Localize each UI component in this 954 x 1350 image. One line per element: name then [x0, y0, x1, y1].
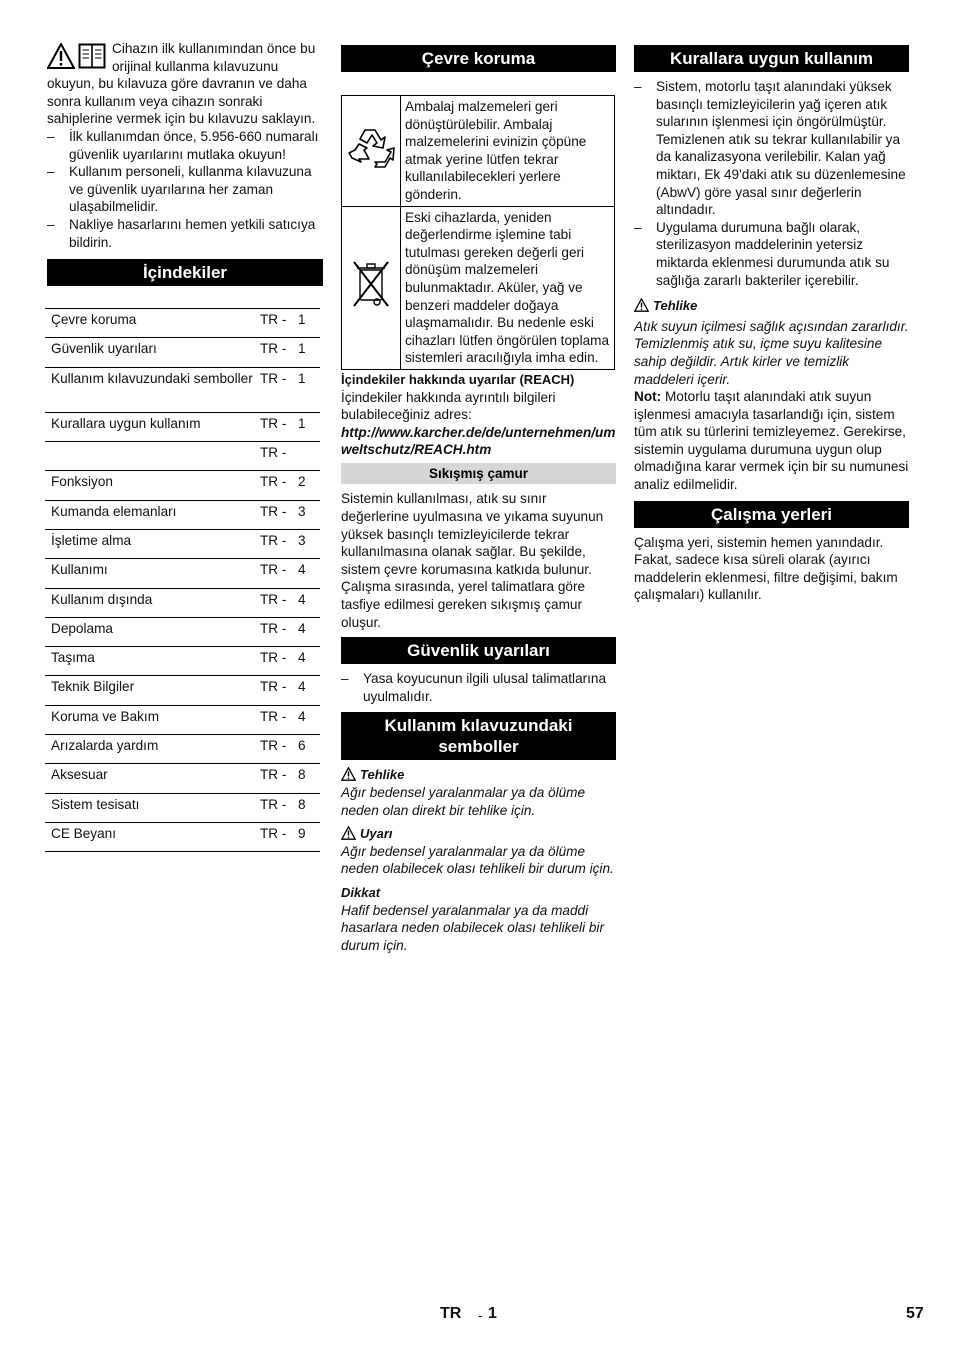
- toc-page: 8: [298, 764, 320, 793]
- toc-title: Kumanda elemanları: [45, 500, 260, 529]
- sludge-heading: Sıkışmış çamur: [341, 463, 616, 485]
- toc-title: Çevre koruma: [45, 309, 260, 338]
- note-text: Motorlu taşıt alanındaki atık suyun işlenmesi amacıyla tasarlandığı için, sistem tüm atık su türlerini temizleyemez. Gerekirse, sistemin uygulama durumuna uygun olup olmadığına karar vermek için bir su numunesi analiz edilmelidir.: [634, 389, 909, 493]
- toc-row[interactable]: [45, 529, 320, 558]
- recycle-icon: [345, 122, 397, 174]
- toc-row[interactable]: [45, 617, 320, 646]
- toc-title: Arızalarda yardım: [45, 734, 260, 763]
- toc-row[interactable]: [45, 793, 320, 822]
- workplaces-text: Çalışma yeri, sistemin hemen yanındadır. Fakat, sadece kısa süreli olarak (ayırıcı maddelerin eklenmesi, filtre değişimi, bakım çalışmaları) kullanılır.: [634, 534, 898, 603]
- toc-page: 1: [298, 367, 320, 412]
- toc-page: 2: [298, 471, 320, 500]
- toc-lang: TR -: [260, 500, 298, 529]
- env-text: Ambalaj malzemeleri geri dönüştürülebilir. Ambalaj malzemelerini evinizin çöpüne atmak yerine lütfen tekrar kullanılabilecekleri yerlere gönderin.: [401, 96, 615, 207]
- safety-heading: Güvenlik uyarıları: [341, 637, 616, 664]
- toc-lang: TR -: [260, 647, 298, 676]
- toc-lang: TR -: [260, 412, 298, 441]
- toc-page: 1: [298, 338, 320, 367]
- toc-page: 4: [298, 559, 320, 588]
- toc-row[interactable]: [45, 647, 320, 676]
- toc-page: 9: [298, 822, 320, 851]
- intended-danger-label-row: [634, 297, 909, 315]
- intended-danger-text: Atık suyun içilmesi sağlık açısından zararlıdır. Temizlenmiş atık su, içme suyu kalitesine sahip değildir. Artık kirler ve temizlik maddeleri içerir.: [634, 318, 909, 387]
- env-icon-cell: [342, 206, 401, 369]
- toc-page: 4: [298, 617, 320, 646]
- intro-bullet: – Nakliye hasarlarını hemen yetkili satıcıya bildirin.: [47, 216, 323, 251]
- intro-bullet: – Kullanım personeli, kullanma kılavuzuna ve güvenlik uyarılarına her zaman ulaşabilmelidir.: [47, 163, 323, 216]
- intended-bullet: – Sistem, motorlu taşıt alanındaki yüksek basınçlı temizleyicilerin yağ içeren atık sularının işlenmesi için öngörülmüştür. Temizlenen atık su tekrar kullanılabilir ya da kanalizasyona verilebilir. Kalan yağ miktarı, Ek 49'daki atık su düzenlemesine (AbwV) göre yasal sınır değerlerin altındadır.: [634, 78, 909, 219]
- toc-title: Kurallara uygun kullanım: [45, 412, 260, 441]
- warning-triangle-icon: [47, 43, 75, 69]
- note-label: Not:: [634, 389, 662, 405]
- toc-heading: İçindekiler: [47, 259, 323, 286]
- toc-table: [45, 308, 320, 852]
- manual-book-icon: [78, 43, 106, 69]
- toc-row[interactable]: [45, 442, 320, 471]
- toc-lang: TR -: [260, 617, 298, 646]
- toc-row[interactable]: [45, 500, 320, 529]
- symbols-heading: Kullanım kılavuzundaki semboller: [341, 712, 616, 760]
- toc-row[interactable]: [45, 734, 320, 763]
- warning-text: Ağır bedensel yaralanmalar ya da ölüme neden olabilecek olası tehlikeli bir durum için.: [341, 843, 614, 877]
- toc-page: 1: [298, 412, 320, 441]
- env-heading: Çevre koruma: [341, 45, 616, 72]
- toc-lang: TR -: [260, 529, 298, 558]
- warning-triangle-icon: [341, 826, 356, 840]
- toc-lang: TR -: [260, 367, 298, 412]
- caution-label: Dikkat: [341, 884, 381, 900]
- toc-title: Kullanım kılavuzundaki semboller: [45, 367, 260, 412]
- toc-title: İşletime alma: [45, 529, 260, 558]
- warning-label: Uyarı: [360, 826, 393, 842]
- toc-lang: TR -: [260, 442, 298, 471]
- toc-lang: TR -: [260, 471, 298, 500]
- env-table: [341, 95, 615, 370]
- footer-page-ref: 1: [488, 1305, 497, 1322]
- toc-page: 8: [298, 793, 320, 822]
- reach-title: İçindekiler hakkında uyarılar (REACH): [341, 371, 575, 387]
- toc-row[interactable]: [45, 676, 320, 705]
- footer-page-number: 57: [906, 1305, 924, 1322]
- toc-page: 4: [298, 647, 320, 676]
- toc-lang: TR -: [260, 309, 298, 338]
- toc-lang: TR -: [260, 338, 298, 367]
- toc-page: 4: [298, 705, 320, 734]
- warning-triangle-icon: [341, 767, 356, 781]
- toc-row[interactable]: [45, 367, 320, 412]
- toc-row[interactable]: [45, 822, 320, 851]
- sludge-text: Sistemin kullanılması, atık su sınır değerlerine uyulmasına ve yıkama suyunun yüksek basınçlı temizleyicilerde tekrar kullanılmasına olanak sağlar. Bu şekilde, sistem çevre korumasına katkıda bulunur. Çalışma sırasında, yerel talimatlara göre tasfiye edilmesi gereken sıkışmış çamur oluşur.: [341, 491, 604, 630]
- column-right: [634, 45, 909, 604]
- toc-title: Kullanım dışında: [45, 588, 260, 617]
- intended-bullet: – Uygulama durumuna bağlı olarak, sterilizasyon maddelerinin yetersiz miktarda eklenmesi durumunda atık su sağlığa zararlı bakteriler içerebilir.: [634, 219, 909, 289]
- env-text: Eski cihazlarda, yeniden değerlendirme işlemine tabi tutulması gereken değerli geri dönüşüm malzemeleri bulunmaktadır. Aküler, yağ ve benzeri maddeler doğaya ulaşmamalıdır. Bu nedenle eski cihazları lütfen öngörülen toplama sistemleri aracılığıyla imha edin.: [401, 206, 615, 369]
- toc-row[interactable]: [45, 338, 320, 367]
- column-middle: [341, 45, 616, 954]
- intended-heading: Kurallara uygun kullanım: [634, 45, 909, 72]
- toc-lang: TR -: [260, 676, 298, 705]
- warning-label-row: [341, 825, 616, 843]
- danger-label-row: [341, 766, 616, 784]
- crossed-bin-icon: [348, 256, 394, 314]
- toc-title: Depolama: [45, 617, 260, 646]
- workplaces-heading: Çalışma yerleri: [634, 501, 909, 528]
- toc-title: Taşıma: [45, 647, 260, 676]
- toc-lang: TR -: [260, 793, 298, 822]
- toc-page: 6: [298, 734, 320, 763]
- toc-row[interactable]: [45, 471, 320, 500]
- toc-title: [45, 442, 260, 471]
- toc-title: Fonksiyon: [45, 471, 260, 500]
- toc-page: 3: [298, 500, 320, 529]
- reach-text: İçindekiler hakkında ayrıntılı bilgileri bulabileceğiniz adres:: [341, 389, 556, 423]
- toc-lang: TR -: [260, 588, 298, 617]
- toc-row[interactable]: [45, 559, 320, 588]
- toc-page: [298, 442, 320, 471]
- intended-note: [634, 388, 909, 494]
- warning-triangle-icon: [634, 298, 649, 312]
- toc-row[interactable]: [45, 309, 320, 338]
- intro-icons: [47, 43, 106, 69]
- danger-label: Tehlike: [360, 767, 405, 783]
- footer-dash: -: [478, 1307, 483, 1323]
- toc-page: 4: [298, 676, 320, 705]
- footer-lang: TR: [440, 1305, 462, 1322]
- toc-page: 1: [298, 309, 320, 338]
- toc-row[interactable]: [45, 705, 320, 734]
- toc-title: Aksesuar: [45, 764, 260, 793]
- toc-row[interactable]: [45, 588, 320, 617]
- toc-lang: TR -: [260, 559, 298, 588]
- toc-title: Kullanımı: [45, 559, 260, 588]
- toc-title: CE Beyanı: [45, 822, 260, 851]
- toc-page: 3: [298, 529, 320, 558]
- toc-page: 4: [298, 588, 320, 617]
- intro-paragraph: Cihazın ilk kullanımından önce bu orijinal kullanma kılavuzunu okuyun, bu kılavuza göre davranın ve daha sonra kullanım veya cihazın sonraki sahiplerine vermek için bu kılavuzu saklayın.: [47, 41, 316, 127]
- toc-row[interactable]: [45, 764, 320, 793]
- toc-title: Güvenlik uyarıları: [45, 338, 260, 367]
- env-row: [342, 206, 615, 369]
- toc-lang: TR -: [260, 764, 298, 793]
- toc-lang: TR -: [260, 734, 298, 763]
- intro-section: [47, 40, 323, 251]
- toc-title: Teknik Bilgiler: [45, 676, 260, 705]
- safety-bullet: – Yasa koyucunun ilgili ulusal talimatlarına uyulmalıdır.: [341, 670, 616, 705]
- reach-link[interactable]: http://www.karcher.de/de/unternehmen/umweltschutz/REACH.htm: [341, 424, 616, 458]
- caution-text: Hafif bedensel yaralanmalar ya da maddi hasarlara neden olabilecek olası tehlikeli bir durum için.: [341, 902, 604, 953]
- intro-bullet: – İlk kullanımdan önce, 5.956-660 numaralı güvenlik uyarılarını mutlaka okuyun!: [47, 128, 323, 163]
- env-row: [342, 96, 615, 207]
- toc-lang: TR -: [260, 822, 298, 851]
- column-left: [47, 40, 323, 852]
- intended-danger-label: Tehlike: [653, 298, 698, 314]
- toc-lang: TR -: [260, 705, 298, 734]
- toc-row[interactable]: [45, 412, 320, 441]
- toc-title: Sistem tesisatı: [45, 793, 260, 822]
- danger-text: Ağır bedensel yaralanmalar ya da ölüme neden olan direkt bir tehlike için.: [341, 785, 586, 818]
- toc-title: Koruma ve Bakım: [45, 705, 260, 734]
- env-icon-cell: [342, 96, 401, 207]
